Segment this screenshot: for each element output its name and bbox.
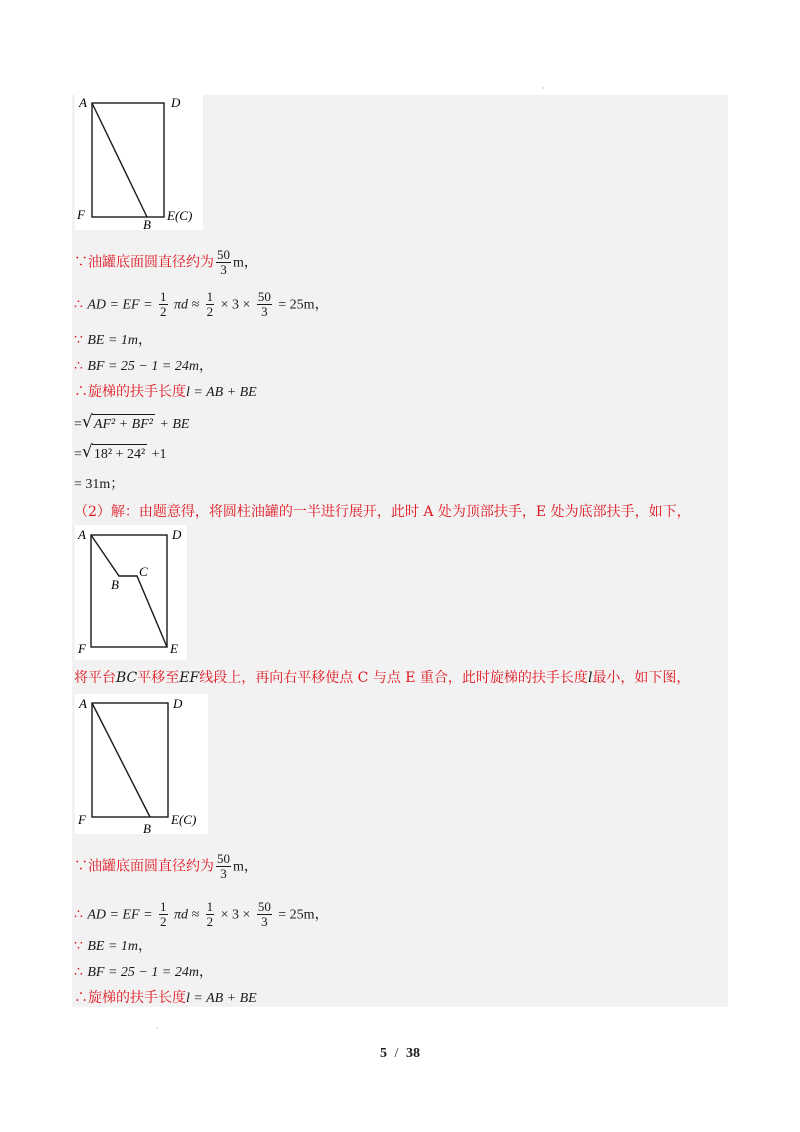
figure-1-svg — [75, 95, 203, 230]
b1-line6: = √ AF² + BF² + BE — [74, 414, 189, 435]
label-ec: E(C) — [167, 208, 193, 223]
page-number — [0, 1046, 800, 1062]
b1-l1-frac: $\frac{50}{3}$ — [217, 247, 230, 277]
b1-line4: ∴ BF = 25 − 1 = 24m， — [74, 358, 213, 374]
b1-line8: = 31m； — [74, 477, 125, 492]
svg-text:C: C — [139, 564, 148, 579]
svg-text:B: B — [143, 821, 151, 834]
label-b: B — [143, 217, 151, 230]
b1-line1 — [74, 248, 258, 277]
b2-line3: ∵ BE = 1m， — [74, 938, 153, 954]
b1-l1-suffix: m， — [233, 255, 258, 271]
page-total: 38 — [405, 1046, 420, 1061]
svg-text:E(C): E(C) — [171, 812, 197, 827]
svg-text:A: A — [78, 527, 86, 542]
figure-2 — [75, 525, 187, 660]
svg-text:F: F — [78, 641, 86, 656]
label-a: A — [79, 95, 87, 110]
svg-text:D: D — [172, 527, 182, 542]
b1-line2: ∴ AD = EF = $\frac{1}{2}$ πd ≈ $\frac{1}{2}$ × 3 × $\frac{50}{3}$ = 25m， — [74, 289, 329, 319]
b2-line4: ∴ BF = 25 − 1 = 24m， — [74, 964, 213, 980]
move-line: 将平台BC平移至EF线段上，再向右平移使点 C 与点 E 重合，此时旋梯的扶手长度l最小，如下图， — [74, 670, 691, 686]
svg-text:A: A — [79, 696, 87, 711]
figure-3 — [75, 694, 208, 834]
b1-line3: ∵ BE = 1m， — [74, 332, 153, 348]
bottom-mark: · — [156, 1024, 159, 1033]
figure-3-svg — [75, 694, 208, 834]
page-separator: / — [394, 1046, 399, 1061]
svg-text:F: F — [78, 812, 86, 827]
b2-line2: ∴ AD = EF = $\frac{1}{2}$ πd ≈ $\frac{1}{2}$ × 3 × $\frac{50}{3}$ = 25m， — [74, 899, 329, 929]
b2-line1: ∵油罐底面圆直径约为 $\frac{50}{3}$ m， — [74, 851, 258, 881]
part2-line: （2）解：由题意得，将圆柱油罐的一半进行展开，此时 A 处为顶部扶手，E 处为底部扶手，如下， — [74, 504, 691, 520]
svg-text:D: D — [173, 696, 183, 711]
page-current: 5 — [380, 1046, 388, 1061]
label-f: F — [77, 207, 85, 222]
label-d: D — [171, 95, 181, 110]
svg-text:E: E — [170, 641, 178, 656]
b1-l1-text: ∵油罐底面圆直径约为 — [74, 254, 214, 271]
top-mark: · — [542, 84, 545, 93]
b1-line7: = √ 18² + 24² +1 — [74, 444, 167, 465]
svg-text:B: B — [111, 577, 119, 592]
figure-1 — [75, 95, 203, 230]
b2-line5: ∴旋梯的扶手长度l = AB + BE — [74, 990, 257, 1006]
b1-line5: ∴旋梯的扶手长度l = AB + BE — [74, 384, 257, 400]
figure-2-svg — [75, 525, 187, 660]
